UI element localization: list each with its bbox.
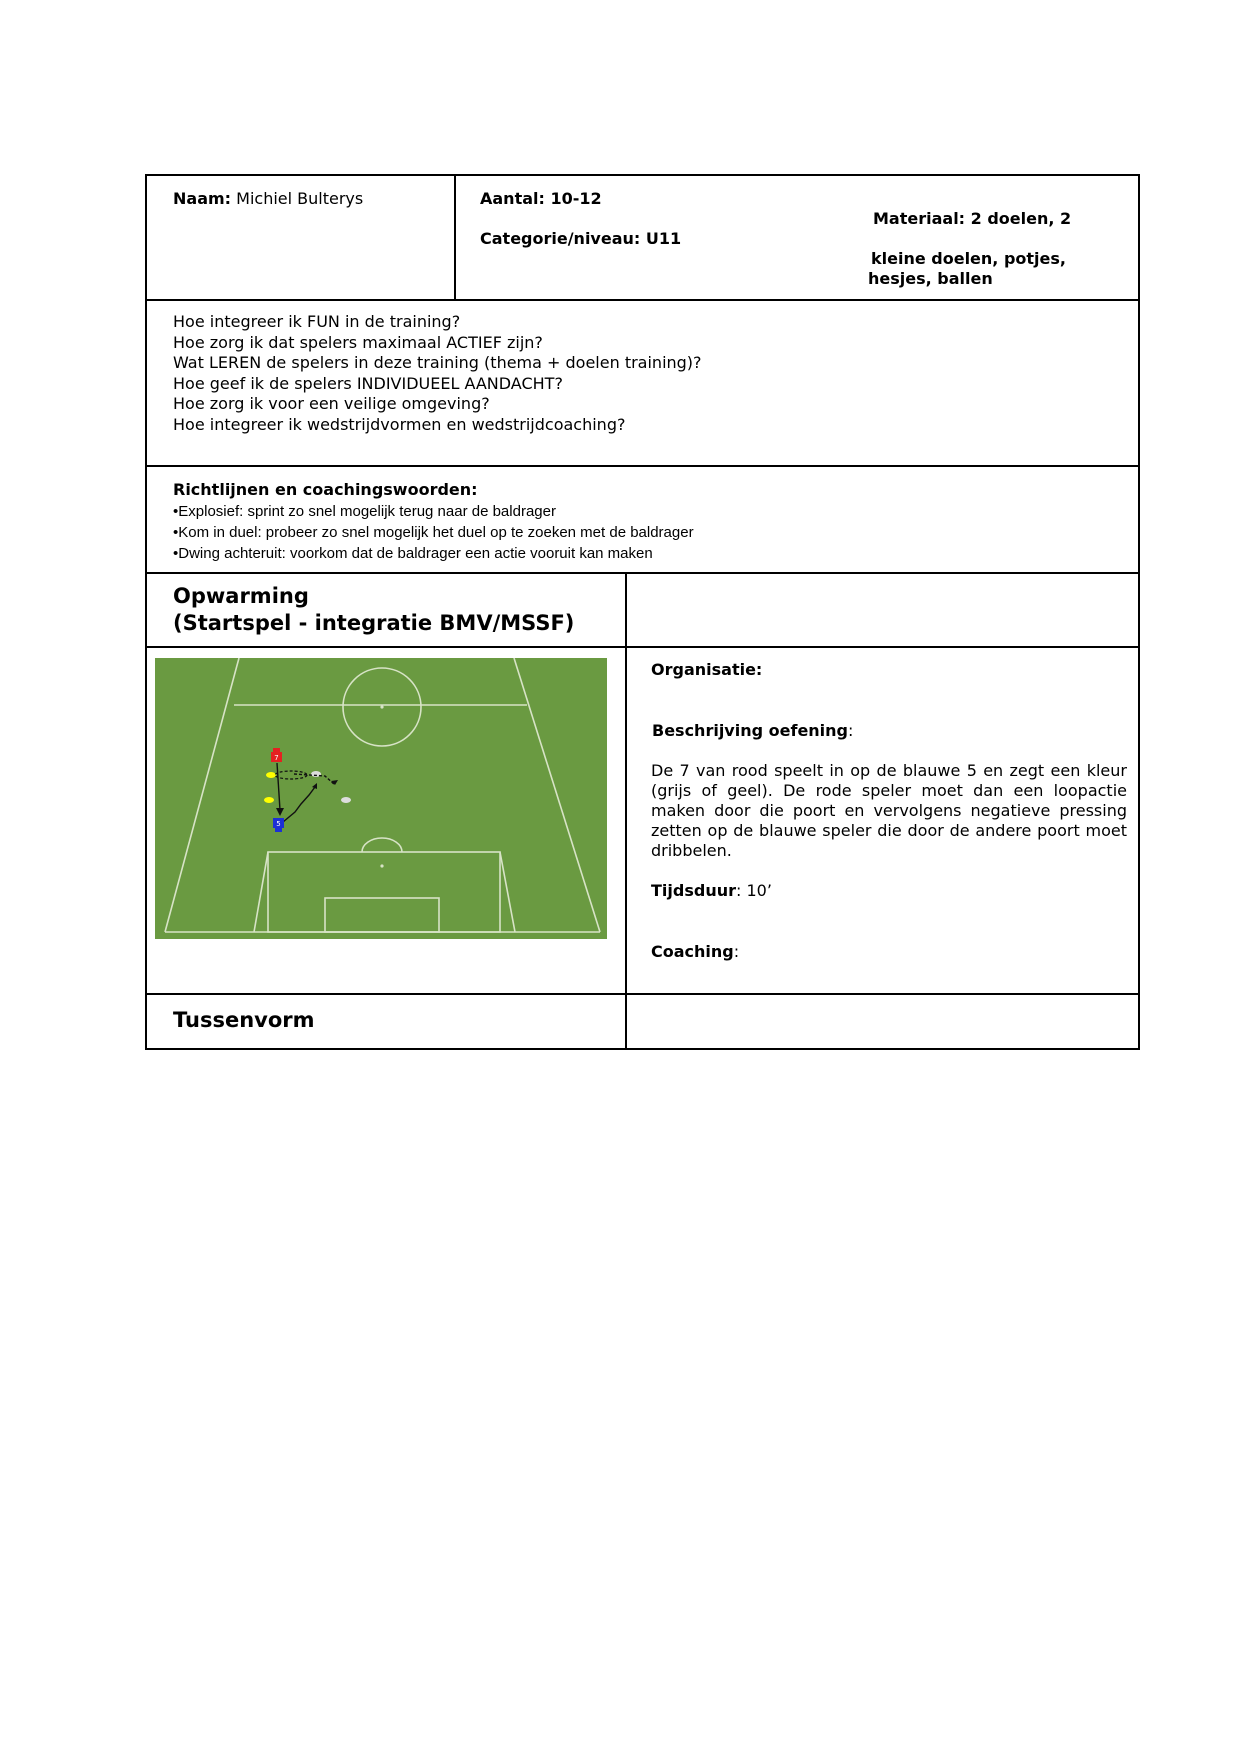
naam-value: Michiel Bulterys: [236, 189, 364, 208]
yellow-cone: [266, 772, 276, 778]
yellow-cone: [264, 797, 274, 803]
organisatie-label: Organisatie:: [651, 660, 763, 679]
coaching: Coaching:: [651, 942, 740, 961]
warmup-title-cell: [147, 574, 627, 646]
question-item: Hoe integreer ik wedstrijdvormen en wedstrijdcoaching?: [173, 414, 626, 434]
guideline-item: •Dwing achteruit: voorkom dat de baldrager een actie vooruit kan maken: [173, 545, 653, 562]
aantal: Aantal: 10-12: [480, 189, 602, 208]
tussenvorm-row: [147, 995, 1138, 1048]
naam-label: Naam:: [173, 189, 232, 208]
exercise-description: De 7 van rood speelt in op de blauwe 5 en zegt een kleur (grijs of geel). De rode speler moet dan een loopactie maken door die poort en vervolgens negatieve pressing zetten op de blauwe speler die door de andere poort moet dribbelen.: [651, 761, 1127, 860]
question-item: Hoe zorg ik dat spelers maximaal ACTIEF zijn?: [173, 332, 543, 352]
guidelines-row: [147, 467, 1138, 574]
pitch-grass: [155, 658, 607, 939]
bullet-icon: •: [173, 545, 179, 562]
question-item: Hoe geef ik de spelers INDIVIDUEEL AANDACHT?: [173, 373, 563, 393]
question-item: Hoe zorg ik voor een veilige omgeving?: [173, 394, 490, 413]
warmup-empty-cell: [627, 574, 1138, 646]
guidelines-cell: [147, 467, 694, 572]
tijdsduur: Tijdsduur: 10’: [651, 881, 772, 900]
red-player-number: 7: [274, 754, 279, 762]
question-item: Wat LEREN de spelers in deze training (thema + doelen training)?: [173, 353, 702, 372]
bullet-icon: •: [173, 524, 179, 541]
categorie: Categorie/niveau: U11: [480, 229, 682, 248]
header-row: [147, 176, 1138, 301]
guideline-item: •Explosief: sprint zo snel mogelijk terug naar de baldrager: [173, 503, 556, 520]
beschrijving-heading: Beschrijving oefening:: [652, 721, 854, 740]
meta-cell: [456, 176, 1138, 299]
tussenvorm-title-cell: [147, 995, 627, 1048]
centre-spot: [380, 705, 383, 708]
materiaal-line-3: hesjes, ballen: [868, 269, 993, 288]
pitch-diagram: [155, 658, 607, 939]
materiaal-line-1: Materiaal: 2 doelen, 2: [873, 209, 1072, 228]
guidelines-title: Richtlijnen en coachingswoorden:: [173, 480, 478, 499]
questions-row: [147, 301, 1138, 467]
grey-cone: [341, 797, 351, 803]
naam-cell: [147, 176, 456, 299]
bullet-icon: •: [173, 503, 179, 520]
guideline-item: •Kom in duel: probeer zo snel mogelijk het duel op te zoeken met de baldrager: [173, 524, 694, 541]
warmup-row: [147, 574, 1138, 648]
tussenvorm-empty-cell: [627, 995, 1138, 1048]
diagram-cell: [147, 648, 627, 993]
questions-list: [147, 301, 702, 465]
warmup-subtitle: (Startspel - integratie BMV/MSSF): [173, 611, 575, 635]
question-item: Hoe integreer ik FUN in de training?: [173, 312, 461, 331]
tussenvorm-title: Tussenvorm: [173, 1008, 315, 1032]
warmup-title: Opwarming: [173, 584, 309, 608]
exercise-row: [147, 648, 1138, 995]
training-sheet: [145, 174, 1140, 1050]
materiaal-line-2: kleine doelen, potjes,: [871, 249, 1066, 268]
blue-player-number: 5: [276, 820, 281, 828]
exercise-text-cell: [627, 648, 1138, 993]
penalty-spot: [380, 864, 383, 867]
